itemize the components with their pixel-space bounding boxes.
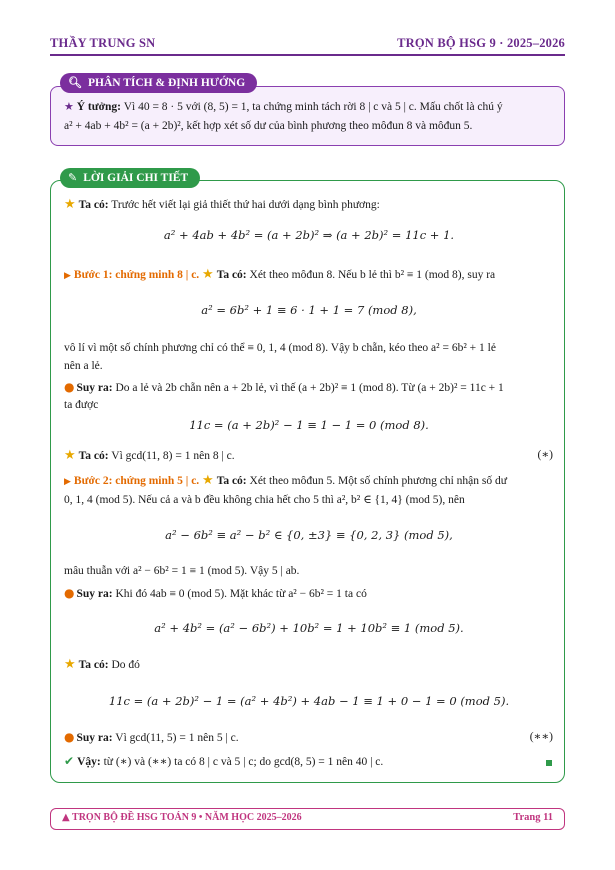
paragraph-3: mâu thuẫn với a² − 6b² = 1 ≡ 1 (mod 5). Vậy 5 | ab. <box>64 565 300 577</box>
analysis-box <box>50 86 565 146</box>
consequence-1-text: Do a lẻ và 2b chẵn nên a + 2b lẻ, vì thế (a + 2b)² ≡ 1 (mod 8). Từ (a + 2b)² = 11c + 1 <box>115 382 504 394</box>
footer-title-text: TRỌN BỘ ĐỀ HSG TOÁN 9 • NĂM HỌC 2025–2026 <box>72 812 302 823</box>
consequence-3-text: Vì gcd(11, 5) = 1 nên 5 | c. <box>115 732 239 744</box>
star-icon: ★ <box>64 197 76 212</box>
label-vay: Vậy: <box>77 756 101 768</box>
analysis-tab-label: PHÂN TÍCH & ĐỊNH HƯỚNG <box>87 77 246 89</box>
solution-intro <box>64 196 554 214</box>
equation-3: 11c = (a + 2b)² − 1 ≡ 1 − 1 = 0 (mod 8). <box>189 418 429 432</box>
search-icon: 🔍︎ <box>68 76 82 89</box>
result-1 <box>64 447 554 465</box>
step-1-title: Bước 1: chứng minh 8 | c. <box>73 269 200 281</box>
result-2 <box>64 656 554 674</box>
star-icon: ★ <box>64 657 76 672</box>
page-number: Trang 11 <box>513 812 553 823</box>
analysis-line-1 <box>64 98 554 116</box>
tag-star-1: (∗) <box>537 449 553 461</box>
arrow-right-icon: ▶ <box>64 477 71 487</box>
step-2-title: Bước 2: chứng minh 5 | c. <box>73 475 200 487</box>
header-divider <box>50 54 565 56</box>
conclusion <box>64 753 554 771</box>
arrow-right-icon: ▶ <box>64 271 71 281</box>
label-ta-co-1: Ta có: <box>78 199 109 211</box>
tag-star-2: (∗∗) <box>529 731 553 743</box>
end-of-proof-square <box>546 760 552 766</box>
result-1-text: Vì gcd(11, 8) = 1 nên 8 | c. <box>111 450 235 462</box>
label-ta-co-4: Ta có: <box>216 475 247 487</box>
equation-1: a² + 4ab + 4b² = (a + 2b)² ⇒ (a + 2b)² = 11c + 1. <box>163 228 455 242</box>
label-suy-ra-1: Suy ra: <box>76 382 113 394</box>
equation-4: a² − 6b² ≡ a² − b² ∈ {0, ±3} ≡ {0, 2, 3} (mod 5), <box>165 528 453 542</box>
step-2-text: Xét theo môđun 5. Một số chính phương chỉ nhận số dư <box>249 475 507 487</box>
footer-title <box>62 812 302 823</box>
paragraph-1b: nên a lẻ. <box>64 360 103 372</box>
consequence-2-text: Khi đó 4ab ≡ 0 (mod 5). Mặt khác từ a² − 6b² = 1 ta có <box>115 588 367 600</box>
step-2-line <box>64 472 554 491</box>
label-ta-co-5: Ta có: <box>78 659 109 671</box>
star-icon: ★ <box>202 473 214 488</box>
analysis-text-1: Vì 40 = 8 · 5 với (8, 5) = 1, ta chứng minh tách rời 8 | c và 5 | c. Mấu chốt là chú ý <box>123 101 503 113</box>
paragraph-1a: vô lí vì một số chính phương chỉ có thể ≡ 0, 1, 4 (mod 8). Vậy b chẵn, kéo theo a² = 6b² + 1 lẻ <box>64 342 496 354</box>
label-suy-ra-3: Suy ra: <box>76 732 113 744</box>
star-icon: ★ <box>202 267 214 282</box>
pencil-icon: ✎ <box>68 171 78 184</box>
label-suy-ra-2: Suy ra: <box>76 588 113 600</box>
analysis-line-2: a² + 4ab + 4b² = (a + 2b)², kết hợp xét số dư của bình phương theo môđun 8 và môđun 5. <box>64 120 473 132</box>
idea-label: Ý tưởng: <box>76 101 122 113</box>
result-2-text: Do đó <box>111 659 140 671</box>
check-icon: ✔ <box>64 754 75 768</box>
equation-2: a² = 6b² + 1 ≡ 6 · 1 + 1 = 7 (mod 8), <box>201 303 417 317</box>
solution-tab <box>60 168 200 188</box>
step-1-text: Xét theo môđun 8. Nếu b lẻ thì b² ≡ 1 (mod 8), suy ra <box>249 269 496 281</box>
conclusion-text: từ (∗) và (∗∗) ta có 8 | c và 5 | c; do gcd(8, 5) = 1 nên 40 | c. <box>103 756 384 768</box>
header-title-left: THẦY TRUNG SN <box>50 36 156 50</box>
bulb-icon: ● <box>64 730 75 744</box>
header-title-right: TRỌN BỘ HSG 9 · 2025–2026 <box>397 36 565 50</box>
consequence-3 <box>64 729 554 747</box>
bulb-icon: ● <box>64 586 75 600</box>
bulb-icon: ● <box>64 380 75 394</box>
intro-text: Trước hết viết lại giả thiết thứ hai dưới dạng bình phương: <box>111 199 380 211</box>
paragraph-2: 0, 1, 4 (mod 5). Nếu cả a và b đều không chia hết cho 5 thì a², b² ∈ {1, 4} (mod 5), nên <box>64 494 465 506</box>
label-ta-co-3: Ta có: <box>78 450 109 462</box>
consequence-2 <box>64 585 554 603</box>
idea-person-icon: ★ <box>64 100 74 113</box>
consequence-1 <box>64 379 554 397</box>
label-ta-co-2: Ta có: <box>216 269 247 281</box>
equation-5: a² + 4b² = (a² − 6b²) + 10b² = 1 + 10b² ≡ 1 (mod 5). <box>154 621 464 635</box>
analysis-tab <box>60 73 257 93</box>
graduation-cap-icon: ▲ <box>62 812 70 823</box>
step-1-line <box>64 266 554 285</box>
solution-tab-label: LỜI GIẢI CHI TIẾT <box>83 172 189 184</box>
consequence-1b: ta được <box>64 399 99 411</box>
equation-6: 11c = (a + 2b)² − 1 = (a² + 4b²) + 4ab − 1 ≡ 1 + 0 − 1 = 0 (mod 5). <box>108 694 510 708</box>
star-icon: ★ <box>64 448 76 463</box>
